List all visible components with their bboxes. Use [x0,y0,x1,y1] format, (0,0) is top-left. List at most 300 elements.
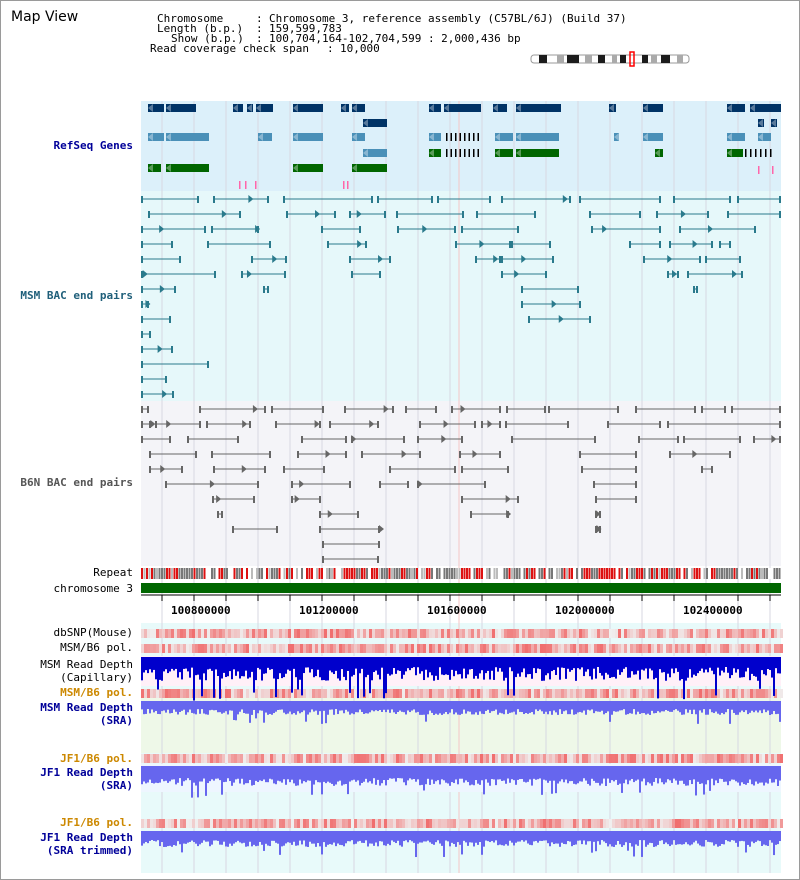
msm-b6-pol-stripe [351,689,354,698]
track-label-msm-bac[interactable]: MSM BAC end pairs [20,289,133,302]
jf1-sra-depth-bar [155,766,157,783]
b6n-bac-pair-end [141,436,143,443]
dbsnp-stripe [465,629,468,638]
jf1-b6-pol-stripe [582,754,585,763]
msm-b6-pol-stripe [543,644,546,653]
jf1-b6-pol-stripe [261,819,264,828]
msm-sra-depth-bar [295,701,297,715]
msm-sra-depth-bar [603,701,605,714]
track-label-msm-b6-pol-1[interactable]: MSM/B6 pol. [60,641,133,654]
track-label-jf1-depth-sra-1[interactable]: JF1 Read Depth [40,766,133,779]
jf1-trimmed-depth-bar [515,831,517,843]
jf1-sra-depth-bar [319,766,321,782]
msm-bac-pair-end [705,256,707,263]
msm-sra-depth-bar [459,701,461,715]
dbsnp-stripe [417,629,420,638]
jf1-sra-depth-bar [363,766,365,782]
msm-b6-pol-stripe [348,644,351,653]
msm-bac-pair-end [643,256,645,263]
jf1-trimmed-depth-bar [221,831,223,845]
msm-sra-depth-bar [691,701,693,714]
jf1-sra-depth-bar [669,766,671,780]
jf1-sra-depth-bar [605,766,607,786]
jf1-sra-depth-bar [767,766,769,784]
msm-sra-depth-bar [281,701,283,710]
msm-sra-depth-bar [641,701,643,713]
repeat-block [644,568,646,579]
msm-b6-pol-stripe [747,689,750,698]
dbsnp-stripe [639,629,642,638]
msm-b6-pol-stripe [228,644,231,653]
jf1-sra-depth-bar [495,766,497,785]
msm-b6-pol-stripe [720,689,723,698]
jf1-b6-pol-stripe [564,754,567,763]
msm-sra-depth-bar [773,701,775,711]
repeat-block [359,568,361,579]
msm-b6-pol-stripe [285,644,288,653]
jf1-b6-pol-stripe [600,819,603,828]
msm-b6-pol-stripe [405,644,408,653]
track-label-repeat[interactable]: Repeat [93,566,133,579]
msm-capillary-depth-bar [371,657,373,680]
msm-b6-pol-stripe [507,644,510,653]
b6n-bac-pair-end [187,436,189,443]
dbsnp-stripe [363,629,366,638]
dbsnp-stripe [270,629,273,638]
jf1-b6-pol-stripe [315,754,318,763]
jf1-b6-pol-stripe [171,819,174,828]
jf1-trimmed-depth-bar [661,831,663,840]
msm-capillary-depth-bar [313,657,315,677]
msm-b6-pol-stripe [165,644,168,653]
msm-capillary-depth-bar [715,657,717,695]
msm-b6-pol-stripe [528,644,531,653]
jf1-sra-depth-bar [457,766,459,784]
msm-sra-depth-bar [595,701,597,711]
repeat-block [286,568,288,579]
repeat-block [251,568,253,579]
msm-sra-depth-bar [417,701,419,712]
msm-b6-pol-stripe [453,689,456,698]
track-label-msm-b6-pol-2[interactable]: MSM/B6 pol. [60,686,133,699]
msm-sra-depth-bar [777,701,779,714]
jf1-trimmed-depth-bar [337,831,339,843]
dbsnp-stripe [675,629,678,638]
repeat-block [754,568,756,579]
msm-capillary-depth-bar [619,657,621,675]
jf1-b6-pol-stripe [375,754,378,763]
dbsnp-stripe [720,629,723,638]
msm-capillary-depth-bar [321,657,323,680]
jf1-b6-pol-stripe [177,754,180,763]
repeat-block [514,568,516,579]
variant-marker [758,166,760,174]
track-label-dbsnp[interactable]: dbSNP(Mouse) [53,626,133,639]
gene-exon-tick [446,133,448,141]
msm-capillary-depth-bar [717,657,719,668]
jf1-b6-pol-stripe [714,754,717,763]
b6n-bac-pair-end [507,466,509,473]
jf1-b6-pol-stripe [384,754,387,763]
msm-sra-depth-bar [537,701,539,711]
jf1-sra-depth-bar [775,766,777,779]
msm-b6-pol-stripe [612,689,615,698]
msm-sra-depth-bar [547,701,549,714]
b6n-bac-pair-end [276,526,278,533]
msm-b6-pol-stripe [495,644,498,653]
jf1-sra-depth-bar [497,766,499,779]
msm-b6-pol-stripe [156,689,159,698]
jf1-trimmed-depth-bar [387,831,389,844]
dbsnp-stripe [177,629,180,638]
repeat-block [361,568,363,579]
msm-sra-depth-bar [499,701,501,713]
msm-capillary-depth-bar [309,657,311,673]
jf1-b6-pol-stripe [213,819,216,828]
msm-b6-pol-stripe [174,644,177,653]
jf1-sra-depth-bar [637,766,639,780]
jf1-trimmed-depth-bar [629,831,631,843]
msm-b6-pol-stripe [288,644,291,653]
repeat-block [406,568,408,579]
repeat-block [554,568,556,579]
repeat-block [236,568,238,579]
msm-b6-pol-stripe [576,644,579,653]
msm-b6-pol-stripe [405,689,408,698]
repeat-block [404,568,406,579]
jf1-b6-pol-stripe [258,819,261,828]
track-label-msm-depth-cap-1[interactable]: MSM Read Depth [40,658,133,671]
jf1-sra-depth-bar [655,766,657,778]
msm-b6-pol-stripe [492,689,495,698]
jf1-b6-pol-stripe [663,819,666,828]
jf1-sra-depth-bar [171,766,173,780]
jf1-sra-depth-bar [331,766,333,784]
msm-capillary-depth-bar [667,657,669,674]
jf1-b6-pol-stripe [303,754,306,763]
msm-sra-depth-bar [401,701,403,712]
jf1-b6-pol-stripe [720,754,723,763]
track-label-jf1-b6-pol-2[interactable]: JF1/B6 pol. [60,816,133,829]
variant-marker [347,181,349,189]
msm-capillary-depth-bar [263,657,265,674]
jf1-trimmed-depth-bar [193,831,195,842]
msm-bac-pair-end [656,211,658,218]
msm-b6-pol-stripe [672,644,675,653]
msm-capillary-depth-bar [733,657,735,668]
msm-capillary-depth-bar [357,657,359,698]
track-label-jf1-b6-pol-1[interactable]: JF1/B6 pol. [60,752,133,765]
msm-capillary-depth-bar [687,657,689,678]
jf1-b6-pol-stripe [573,754,576,763]
jf1-trimmed-depth-bar [649,831,651,843]
jf1-trimmed-depth-bar [155,831,157,841]
repeat-block [314,568,316,579]
msm-sra-depth-bar [471,701,473,714]
track-label-refseq[interactable]: RefSeq Genes [53,139,133,152]
jf1-trimmed-depth-bar [739,831,741,841]
msm-bac-pair-end [475,256,477,263]
jf1-b6-pol-stripe [189,819,192,828]
msm-sra-depth-bar [337,701,339,714]
msm-b6-pol-stripe [519,644,522,653]
msm-sra-depth-bar [673,701,675,710]
msm-b6-pol-stripe [396,644,399,653]
repeat-block [154,568,156,579]
msm-capillary-depth-bar [151,657,153,672]
msm-b6-pol-stripe [624,689,627,698]
jf1-b6-pol-stripe [603,754,606,763]
jf1-sra-depth-bar [267,766,269,782]
msm-capillary-depth-bar [243,657,245,676]
jf1-b6-pol-stripe [660,819,663,828]
msm-b6-pol-stripe [465,689,468,698]
jf1-sra-depth-bar [549,766,551,781]
dbsnp-stripe [462,629,465,638]
jf1-b6-pol-stripe [438,819,441,828]
repeat-block [411,568,413,579]
jf1-trimmed-depth-bar [371,831,373,844]
msm-b6-pol-stripe [675,689,678,698]
msm-capillary-depth-bar [261,657,263,681]
gene-exon-tick [770,149,772,157]
msm-b6-pol-stripe [696,644,699,653]
msm-capillary-depth-bar [145,657,147,670]
msm-b6-pol-stripe [480,644,483,653]
msm-sra-depth-bar [429,701,431,711]
jf1-trimmed-depth-bar [655,831,657,846]
repeat-block [666,568,668,579]
msm-sra-depth-bar [309,701,311,712]
track-label-chromosome[interactable]: chromosome 3 [53,582,133,595]
msm-b6-pol-stripe [303,644,306,653]
jf1-sra-depth-bar [519,766,521,779]
msm-b6-pol-stripe [504,644,507,653]
jf1-b6-pol-stripe [453,819,456,828]
msm-capillary-depth-bar [541,657,543,681]
jf1-trimmed-depth-bar [727,831,729,841]
jf1-sra-depth-bar [391,766,393,779]
repeat-block [424,568,426,579]
jf1-trimmed-depth-bar [181,831,183,852]
dbsnp-stripe [141,629,144,638]
repeat-block [506,568,508,579]
b6n-bac-pair-end [165,481,167,488]
msm-b6-pol-stripe [648,689,651,698]
jf1-sra-depth-bar [759,766,761,783]
track-label-jf1-depth-trim-1[interactable]: JF1 Read Depth [40,831,133,844]
dbsnp-stripe [627,629,630,638]
msm-b6-pol-stripe [237,689,240,698]
jf1-trimmed-depth-bar [531,831,533,845]
jf1-trimmed-depth-bar [413,831,415,843]
jf1-sra-depth-bar [765,766,767,783]
track-label-msm-depth-sra-1[interactable]: MSM Read Depth [40,701,133,714]
jf1-sra-depth-bar [277,766,279,781]
msm-sra-depth-bar [469,701,471,712]
genome-map-canvas[interactable] [1,1,800,880]
jf1-trimmed-depth-bar [227,831,229,847]
jf1-trimmed-depth-bar [431,831,433,844]
msm-sra-depth-bar [703,701,705,709]
dbsnp-stripe [333,629,336,638]
jf1-b6-pol-stripe [606,819,609,828]
msm-bac-pair-end [549,241,551,248]
dbsnp-stripe [570,629,573,638]
msm-sra-depth-bar [389,701,391,713]
msm-b6-pol-stripe [246,689,249,698]
msm-capillary-depth-bar [339,657,341,681]
repeat-block [546,568,548,579]
msm-sra-depth-bar [311,701,313,709]
jf1-b6-pol-stripe [255,754,258,763]
repeat-block [246,568,248,579]
msm-capillary-depth-bar [659,657,661,669]
repeat-block [156,568,158,579]
msm-sra-depth-bar [577,701,579,712]
msm-sra-depth-bar [349,701,351,715]
jf1-b6-pol-stripe [543,819,546,828]
msm-bac-pair-end [509,241,511,248]
jf1-sra-depth-bar [701,766,703,783]
jf1-trimmed-depth-bar [357,831,359,841]
jf1-b6-pol-stripe [465,819,468,828]
msm-b6-pol-stripe [324,689,327,698]
msm-b6-pol-stripe [153,644,156,653]
dbsnp-stripe [171,629,174,638]
jf1-b6-pol-stripe [330,819,333,828]
gene-exon-tick [451,133,453,141]
jf1-sra-depth-bar [405,766,407,785]
b6n-bac-pair-end [257,481,259,488]
msm-bac-pair-end [677,271,679,278]
repeat-block [574,568,576,579]
jf1-b6-pol-stripe [744,819,747,828]
jf1-trimmed-depth-bar [255,831,257,846]
b6n-bac-pair-end [753,436,755,443]
msm-capillary-depth-bar [327,657,329,680]
jf1-sra-depth-bar [325,766,327,783]
jf1-b6-pol-stripe [339,754,342,763]
dbsnp-stripe [705,629,708,638]
msm-capillary-depth-bar [557,657,559,667]
msm-b6-pol-stripe [360,689,363,698]
msm-capillary-depth-bar [153,657,155,670]
jf1-b6-pol-stripe [459,819,462,828]
gene-exon-tick [469,133,471,141]
jf1-trimmed-depth-bar [385,831,387,846]
msm-sra-depth-bar [409,701,411,712]
jf1-sra-depth-bar [763,766,765,785]
msm-sra-depth-bar [501,701,503,713]
msm-capillary-depth-bar [405,657,407,671]
dbsnp-stripe [300,629,303,638]
jf1-sra-depth-bar [179,766,181,778]
msm-capillary-depth-bar [437,657,439,680]
jf1-sra-depth-bar [679,766,681,781]
jf1-sra-depth-bar [625,766,627,780]
repeat-block [199,568,201,579]
msm-b6-pol-stripe [216,689,219,698]
msm-b6-pol-stripe [636,644,639,653]
msm-capillary-depth-bar [755,657,757,677]
msm-capillary-depth-bar [549,657,551,679]
jf1-trimmed-depth-bar [463,831,465,841]
msm-b6-pol-stripe [411,689,414,698]
b6n-bac-pair-end [419,421,421,428]
msm-sra-depth-bar [653,701,655,713]
jf1-b6-pol-stripe [720,819,723,828]
jf1-sra-depth-bar [213,766,215,781]
msm-b6-pol-stripe [513,644,516,653]
msm-capillary-depth-bar [307,657,309,667]
jf1-sra-depth-bar [221,766,223,795]
msm-sra-depth-bar [167,701,169,710]
msm-capillary-depth-bar [375,657,377,671]
dbsnp-stripe [555,629,558,638]
jf1-b6-pol-stripe [420,819,423,828]
repeat-block [679,568,681,579]
dbsnp-stripe [717,629,720,638]
msm-sra-depth-bar [325,701,327,723]
jf1-sra-depth-bar [475,766,477,780]
msm-sra-depth-bar [177,701,179,714]
repeat-block [671,568,673,579]
msm-capillary-depth-bar [439,657,441,667]
msm-sra-depth-bar [509,701,511,713]
jf1-trimmed-depth-bar [323,831,325,842]
jf1-b6-pol-stripe [723,819,726,828]
dbsnp-stripe [285,629,288,638]
msm-b6-pol-stripe [762,689,765,698]
msm-sra-depth-bar [727,701,729,709]
jf1-sra-depth-bar [619,766,621,784]
msm-bac-pair-end [699,256,701,263]
jf1-b6-pol-stripe [498,754,501,763]
msm-sra-depth-bar [155,701,157,711]
msm-bac-pair-end [639,211,641,218]
repeat-block [701,568,703,579]
track-label-b6n-bac[interactable]: B6N BAC end pairs [20,476,133,489]
repeat-block [589,568,591,579]
jf1-b6-pol-stripe [240,754,243,763]
msm-sra-depth-bar [291,701,293,714]
repeat-block [431,568,433,579]
dbsnp-stripe [342,629,345,638]
dbsnp-stripe [495,629,498,638]
jf1-trimmed-depth-bar [421,831,423,843]
jf1-sra-depth-bar [447,766,449,783]
jf1-trimmed-depth-bar [293,831,295,842]
msm-b6-pol-stripe [249,689,252,698]
msm-b6-pol-stripe [465,644,468,653]
jf1-b6-pol-stripe [705,819,708,828]
msm-sra-depth-bar [663,701,665,711]
msm-b6-pol-stripe [471,689,474,698]
b6n-bac-pair-end [701,406,703,413]
msm-b6-pol-stripe [501,689,504,698]
repeat-block [214,568,216,579]
msm-b6-pol-stripe [522,644,525,653]
dbsnp-stripe [666,629,669,638]
msm-b6-pol-stripe [519,689,522,698]
jf1-b6-pol-stripe [312,819,315,828]
jf1-sra-depth-bar [453,766,455,783]
jf1-sra-depth-bar [379,766,381,786]
msm-bac-pair-end [321,226,323,233]
jf1-trimmed-depth-bar [535,831,537,841]
msm-b6-pol-stripe [372,689,375,698]
